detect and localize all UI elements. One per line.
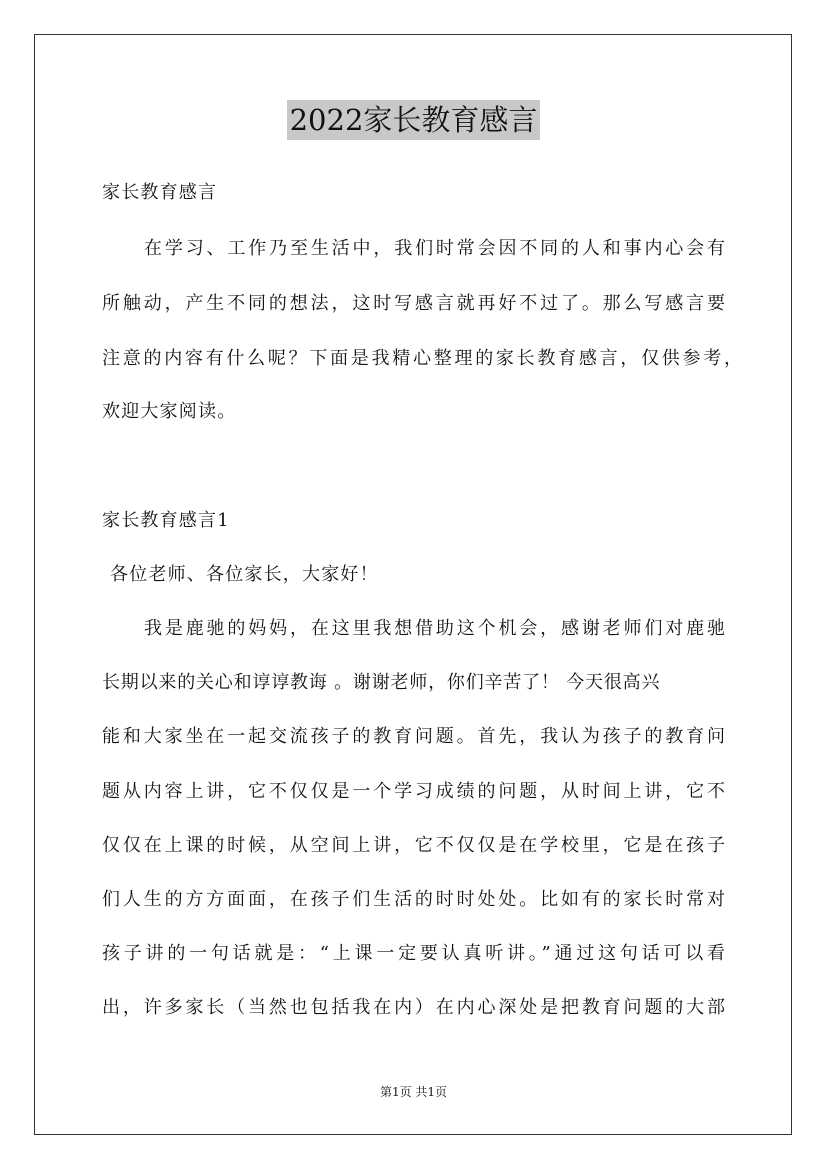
document-title: 2022家长教育感言 [287, 100, 541, 140]
intro-line-1: 在学习、工作乃至生活中，我们时常会因不同的人和事内心会有 [144, 238, 725, 259]
body-line-8: 出，许多家长（当然也包括我在内）在内心深处是把教育问题的大部 [102, 997, 725, 1018]
body-line-5: 仅仅在上课的时候，从空间上讲，它不仅仅是在学校里，它是在孩子 [102, 835, 725, 856]
body-line-3: 能和大家坐在一起交流孩子的教育问题。首先，我认为孩子的教育问 [102, 726, 725, 747]
heading: 家长教育感言 [102, 182, 218, 203]
document-title-wrap [0, 100, 827, 140]
section-heading: 家长教育感言1 [102, 510, 230, 531]
body-line-4: 题从内容上讲，它不仅仅是一个学习成绩的问题，从时间上讲，它不 [102, 781, 725, 802]
body-line-1: 我是鹿驰的妈妈，在这里我想借助这个机会，感谢老师们对鹿驰 [144, 618, 725, 639]
body-line-7: 孩子讲的一句话就是：“上课一定要认真听讲。”通过这句话可以看 [102, 943, 725, 964]
greeting: 各位老师、各位家长，大家好！ [110, 564, 379, 585]
body-line-2: 长期以来的关心和谆谆教诲 。谢谢老师，你们辛苦了！ 今天很高兴 [102, 672, 661, 693]
page-footer: 第1页 共1页 [379, 1085, 448, 1099]
body-line-6: 们人生的方方面面，在孩子们生活的时时处处。比如有的家长时常对 [102, 889, 725, 910]
intro-line-2: 所触动，产生不同的想法，这时写感言就再好不过了。那么写感言要 [102, 293, 725, 314]
intro-line-3: 注意的内容有什么呢？下面是我精心整理的家长教育感言，仅供参考， [102, 348, 742, 369]
intro-line-4: 欢迎大家阅读。 [102, 401, 237, 422]
